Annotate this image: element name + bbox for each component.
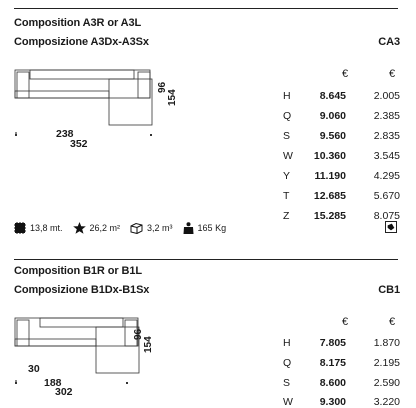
price-grade: Z — [283, 210, 290, 222]
price-a: 8.600 — [319, 377, 346, 389]
price-grade: Q — [283, 357, 292, 369]
spec-area: 26,2 m² — [89, 223, 121, 233]
spec-weight: 165 Kg — [197, 223, 227, 233]
dim-total-width: 302 — [55, 386, 73, 398]
price-grade: S — [283, 377, 291, 389]
dim-depth: 96 — [133, 328, 144, 340]
price-grade: H — [283, 337, 291, 349]
price-b: 2.590 — [373, 377, 400, 389]
dim-depth: 96 — [157, 81, 168, 93]
price-b: 1.870 — [373, 337, 400, 349]
dim-width: 188 — [44, 377, 62, 389]
price-b: 3.545 — [373, 150, 400, 162]
price-grade: W — [283, 150, 293, 162]
section-divider — [14, 8, 398, 9]
fabric-swatch-icon — [385, 221, 397, 233]
composition-title-it: Composizione A3Dx-A3Sx — [14, 36, 149, 48]
specs-row — [14, 222, 226, 234]
price-b: 2.835 — [373, 130, 400, 142]
composition-title-en: Composition A3R or A3L — [14, 17, 142, 29]
composition-title-it: Composizione B1Dx-B1Sx — [14, 284, 150, 296]
price-a: 9.300 — [319, 396, 346, 408]
price-grade: S — [283, 130, 291, 142]
dim-mark — [150, 134, 152, 136]
volume-cube-icon — [130, 222, 143, 234]
price-b: 3.220 — [373, 396, 400, 408]
currency-col-a: € — [342, 68, 349, 80]
spec-volume: 3,2 m³ — [147, 223, 173, 233]
fabric-roll-icon — [14, 222, 26, 234]
composition-code: CB1 — [378, 284, 400, 296]
dim-seat: 30 — [28, 363, 40, 375]
price-a: 9.060 — [319, 110, 346, 122]
dim-width: 238 — [56, 128, 74, 140]
price-a: 10.360 — [313, 150, 346, 162]
area-star-icon — [73, 222, 86, 234]
price-a: 12.685 — [313, 190, 346, 202]
price-a: 11.190 — [314, 170, 346, 182]
dim-mark — [15, 382, 17, 384]
dim-total-width: 352 — [70, 138, 88, 150]
price-grade: Q — [283, 110, 292, 122]
spec-fabric: 13,8 mt. — [30, 223, 63, 233]
currency-col-b: € — [389, 316, 396, 328]
currency-col-b: € — [389, 68, 396, 80]
dim-mark — [126, 382, 128, 384]
price-grade: Y — [283, 170, 291, 182]
currency-col-a: € — [342, 316, 349, 328]
price-b: 2.005 — [373, 90, 400, 102]
section-divider — [14, 259, 398, 260]
price-a: 8.175 — [319, 357, 346, 369]
price-a: 9.560 — [319, 130, 346, 142]
price-b: 5.670 — [373, 190, 400, 202]
price-a: 15.285 — [313, 210, 346, 222]
price-b: 4.295 — [373, 170, 400, 182]
price-grade: W — [283, 396, 293, 408]
price-b: 2.385 — [373, 110, 400, 122]
composition-code: CA3 — [378, 36, 400, 48]
price-grade: H — [283, 90, 291, 102]
dim-total-depth: 154 — [167, 89, 178, 106]
price-grade: T — [283, 190, 290, 202]
dim-mark — [15, 134, 17, 136]
price-b: 8.075 — [373, 210, 400, 222]
dim-total-depth: 154 — [143, 336, 154, 353]
weight-icon — [183, 222, 194, 234]
price-a: 8.645 — [319, 90, 346, 102]
composition-title-en: Composition B1R or B1L — [14, 265, 142, 277]
sofa-diagram-ca3 — [12, 64, 162, 134]
price-b: 2.195 — [373, 357, 400, 369]
price-a: 7.805 — [319, 337, 346, 349]
